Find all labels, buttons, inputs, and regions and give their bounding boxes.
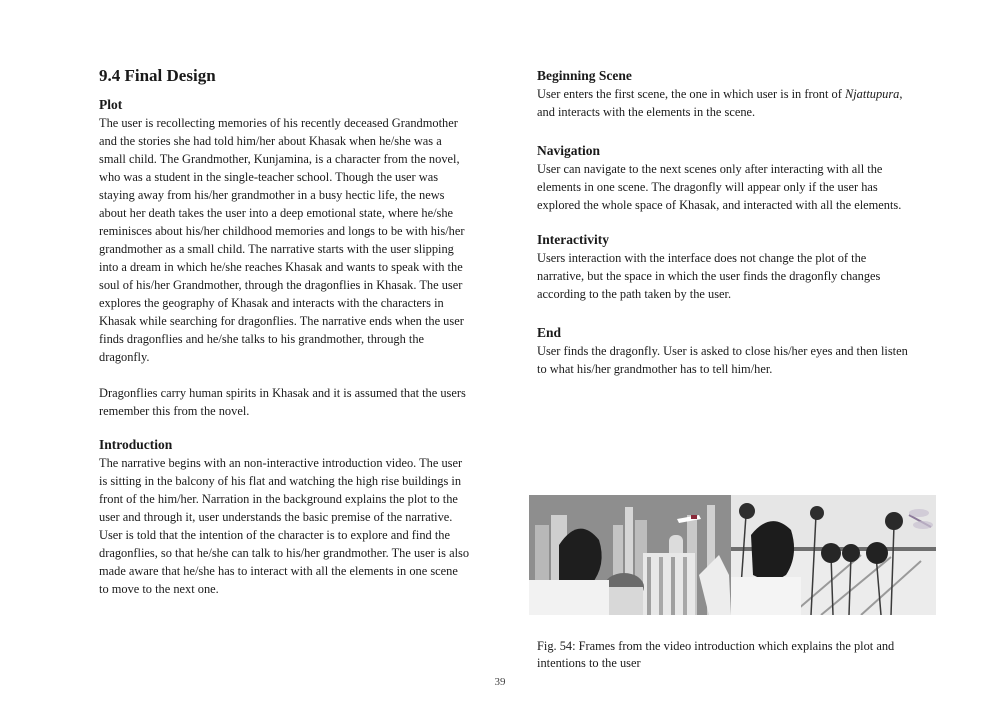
section-title: 9.4 Final Design xyxy=(99,66,216,85)
navigation-section xyxy=(537,142,937,214)
introduction-section xyxy=(99,436,499,598)
introduction-heading: Introduction xyxy=(99,437,173,452)
end-heading: End xyxy=(537,325,562,340)
plot-heading: Plot xyxy=(99,97,123,112)
figure-54 xyxy=(529,495,936,615)
city-skyline-frame xyxy=(529,495,731,615)
page-number: 39 xyxy=(494,676,506,688)
khasak-field-frame xyxy=(731,495,936,615)
plot-note: Dragonflies carry human spirits in Khasak and it is assumed that the users remember this from the novel. xyxy=(99,386,466,418)
navigation-body: User can navigate to the next scenes only after interacting with all the elements in one scene. The dragonfly will appear only if the user has explored the whole space of Khasak, and interacted with all the elements. xyxy=(537,162,902,212)
plot-section xyxy=(99,96,499,420)
beginning-scene-heading: Beginning Scene xyxy=(537,68,632,83)
introduction-body: The narrative begins with an non-interactive introduction video. The user is sitting in the balcony of his flat and watching the high rise buildings in front of the him/her. Narration in the background explains the plot to the user and through it, user understands the basic premise of the narrative. User is told that the intention of the character is to explore and find the dragonflies, so that he/she can talk to his/her grandmother. The user is also made aware that he/she has to interact with all the elements in one scene to move to the next one. xyxy=(99,456,470,596)
navigation-heading: Navigation xyxy=(537,143,601,158)
interactivity-heading: Interactivity xyxy=(537,232,609,247)
njattupura-term: Njattupura xyxy=(844,87,900,101)
figure-caption: Fig. 54: Frames from the video introduction which explains the plot and intentions to the user xyxy=(537,639,895,671)
palm-field-illustration xyxy=(731,495,936,615)
plot-body: The user is recollecting memories of his recently deceased Grandmother and the stories she had told him/her about Khasak when he/she was a small child. The Grandmother, Kunjamina, is a character from the novel, who was a student in the single-teacher school. Though the user was staying away from his/her grandmother in a busy hectic life, the news about her death takes the user into a deep emotional state, where he/she reminisces about his/her childhood memories and longs to be with his/her grandmother as a small child. The narrative starts with the user slipping into a dream in which he/she reaches Khasak and wants to speak with the soul of his/her Grandmother, through the dragonflies in Khasak. The user explores the geography of Khasak and interacts with the characters in Khasak while searching for dragonflies. The narrative ends when the user finds dragonflies and he/she talks to his grandmother, through the dragonfly. xyxy=(99,116,465,364)
city-skyline-illustration xyxy=(529,495,731,615)
interactivity-body: Users interaction with the interface does not change the plot of the narrative, but the space in which the user finds the dragonfly changes according to the path taken by the user. xyxy=(537,251,881,301)
end-section xyxy=(537,324,937,378)
end-body: User finds the dragonfly. User is asked to close his/her eyes and then listen to what his/her grandmother has to tell him/her. xyxy=(537,344,908,376)
beginning-scene-body: User enters the first scene, the one in which user is in front of Njattupura, and interacts with the elements in the scene. xyxy=(537,87,903,119)
interactivity-section xyxy=(537,231,937,303)
beginning-scene-section xyxy=(537,67,937,121)
